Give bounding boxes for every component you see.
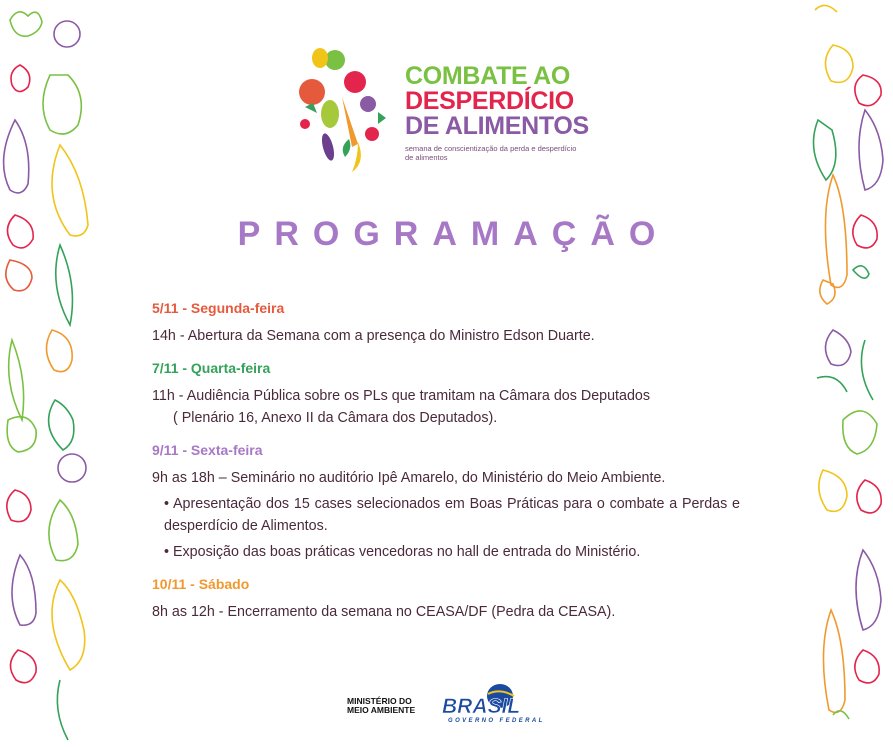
programacao-heading: PROGRAMAÇÃO: [237, 215, 670, 253]
vegetables-logo-icon: [290, 42, 400, 177]
title-line-2: DESPERDÍCIO: [405, 87, 574, 115]
footer-logos: [345, 680, 555, 725]
vegetable-border-right-icon: [803, 0, 893, 747]
ministry-line-2: MEIO AMBIENTE: [347, 705, 416, 715]
title-line-3: DE ALIMENTOS: [405, 112, 589, 140]
title-line-1: COMBATE AO: [405, 62, 571, 90]
schedule-bullet: • Apresentação dos 15 cases selecionados em Boas Práticas para o combate a Perdas e desperdício de Alimentos.: [164, 496, 740, 534]
schedule-section-4: [152, 576, 740, 623]
ministry-logo: [347, 697, 415, 715]
schedule-day: 7/11 - Quarta-feira: [152, 360, 271, 376]
schedule-bullet: • Exposição das boas práticas vencedoras no hall de entrada do Ministério.: [164, 544, 641, 560]
brasil-wordmark: BRASIL: [442, 695, 521, 718]
schedule-day: 5/11 - Segunda-feira: [152, 300, 285, 316]
ministry-line-1: MINISTÉRIO DO: [347, 696, 412, 706]
schedule-line: 14h - Abertura da Semana com a presença do Ministro Edson Duarte.: [152, 328, 595, 344]
schedule-line: ( Plenário 16, Anexo II da Câmara dos Deputados).: [173, 410, 498, 426]
schedule-section-1: [152, 300, 740, 347]
governo-federal-label: GOVERNO FEDERAL: [448, 718, 545, 724]
campaign-subtitle: semana de conscientização da perda e desperdício de alimentos: [405, 144, 577, 162]
schedule-line: 11h - Audiência Pública sobre os PLs que tramitam na Câmara dos Deputados: [152, 388, 651, 404]
schedule-day: 9/11 - Sexta-feira: [152, 442, 263, 458]
campaign-title: [405, 64, 589, 162]
schedule-line: 9h as 18h – Seminário no auditório Ipê Amarelo, do Ministério do Meio Ambiente.: [152, 470, 666, 486]
schedule: [152, 300, 740, 636]
schedule-section-3: [152, 442, 740, 563]
brasil-governo-federal-logo: [438, 680, 548, 724]
schedule-section-2: [152, 360, 740, 429]
schedule-line: 8h as 12h - Encerramento da semana no CEASA/DF (Pedra da CEASA).: [152, 604, 616, 620]
schedule-day: 10/11 - Sábado: [152, 576, 250, 592]
vegetable-border-left-icon: [0, 0, 90, 747]
campaign-header: [290, 42, 620, 177]
